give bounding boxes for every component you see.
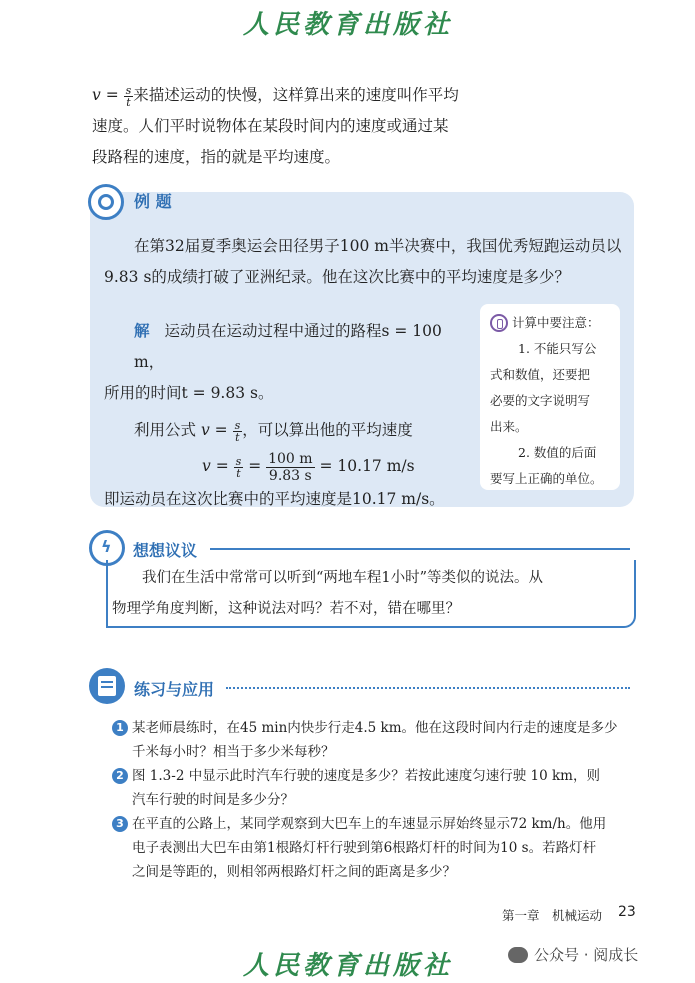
calculation: v = $\frac{s}{t}$ = $\frac{100 m}{9.83 s}$ = 10.17 m/s — [202, 450, 415, 484]
publisher-logo-bottom: 人民教育出版社 — [243, 951, 454, 981]
note-title: 计算中要注意： — [512, 315, 600, 330]
lightbulb-icon — [490, 314, 508, 332]
publisher-logo-top: 人民教育出版社 — [243, 10, 454, 40]
divider — [210, 548, 630, 550]
solution-line1: 运动员在运动过程中通过的路程s = 100 m， — [134, 322, 442, 371]
discussion-icon: ϟ — [89, 530, 125, 566]
exercise-list — [112, 716, 632, 884]
intro-line3: 段路程的速度，指的就是平均速度。 — [92, 148, 341, 166]
chapter-label: 第一章 机械运动 — [502, 908, 603, 923]
intro-line1: 来描述运动的快慢，这样算出来的速度叫作平均 — [133, 86, 459, 104]
exercise-number: 3 — [112, 816, 128, 832]
note-line: 2. 数值的后面 — [518, 445, 597, 460]
calc-result: = 10.17 m/s — [319, 457, 415, 475]
discussion-line1: 我们在生活中常常可以听到“两地车程1小时”等类似的说法。从 — [142, 570, 544, 586]
watermark: 公众号 · 阅成长 — [508, 944, 638, 965]
example-question — [104, 231, 624, 293]
note-line: 1. 不能只写公 — [518, 341, 597, 356]
calc-denominator: 9.83 s — [268, 467, 312, 484]
note-line: 要写上正确的单位。 — [490, 471, 603, 486]
exercise-number: 2 — [112, 768, 128, 784]
exercise-item: 1 某老师晨练时，在45 min内快步行走4.5 km。他在这段时间内行走的速度是多少 千米每小时？相当于多少米每秒？ — [112, 716, 632, 764]
intro-paragraph — [92, 80, 612, 173]
solution-line2: 所用的时间t = 9.83 s。 — [104, 384, 274, 402]
page-number: 23 — [618, 904, 636, 920]
note-line: 出来。 — [490, 419, 528, 434]
formula-fraction: $\frac{s}{t}$ — [125, 83, 132, 109]
discussion-line2: 物理学角度判断，这种说法对吗？若不对，错在哪里？ — [112, 601, 460, 617]
exercise-number: 1 — [112, 720, 128, 736]
calc-numerator: 100 m — [268, 450, 313, 467]
solution-line5: 即运动员在这次比赛中的平均速度是10.17 m/s。 — [104, 490, 445, 508]
note-line: 式和数值，还要把 — [490, 367, 591, 382]
formula-v: v — [92, 86, 101, 104]
note-box — [480, 304, 620, 490]
example-solution — [104, 315, 474, 515]
dotted-divider — [226, 687, 630, 689]
discussion-text — [112, 563, 627, 625]
exercise-item: 3 在平直的公路上，某同学观察到大巴车上的车速显示屏始终显示72 km/h。他用 电子表测出大巴车由第1根路灯杆行驶到第6根路灯杆的时间为10 s。若路灯杆 之间是等距的，则相邻两根路灯杆之间的距离是多少？ — [112, 812, 632, 884]
formula-eq: = — [105, 86, 119, 104]
exercise-icon — [89, 668, 125, 704]
note-line: 必要的文字说明写 — [490, 393, 591, 408]
solution-line3: 利用公式 v = $\frac{s}{t}$ ，可以算出他的平均速度 — [134, 418, 413, 444]
solution-label: 解 — [134, 321, 150, 340]
example-title: 例 题 — [134, 192, 172, 211]
question-line1: 在第32届夏季奥运会田径男子100 m半决赛中，我国优秀短跑运动员以 — [134, 237, 622, 255]
intro-line2: 速度。人们平时说物体在某段时间内的速度或通过某 — [92, 117, 449, 135]
question-line2: 9.83 s的成绩打破了亚洲纪录。他在这次比赛中的平均速度是多少？ — [104, 268, 570, 286]
exercise-item: 2 图 1.3-2 中显示此时汽车行驶的速度是多少？若按此速度匀速行驶 10 km，则 汽车行驶的时间是多少分？ — [112, 764, 632, 812]
target-icon — [88, 184, 124, 220]
discussion-title: 想想议议 — [133, 541, 198, 560]
wechat-icon — [508, 947, 528, 963]
exercise-title: 练习与应用 — [134, 680, 215, 699]
